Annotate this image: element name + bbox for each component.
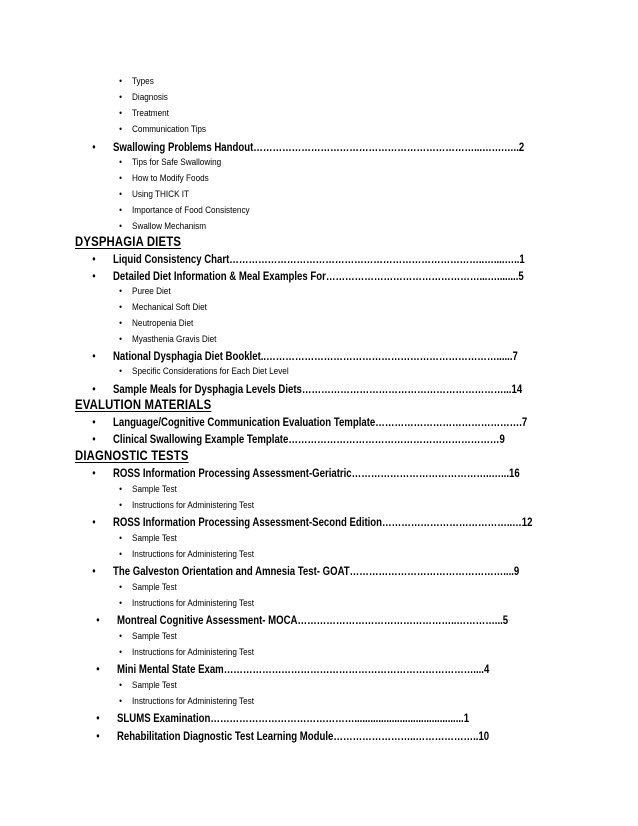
bullet: • bbox=[92, 515, 96, 529]
bullet: • bbox=[92, 140, 96, 154]
subitem-modify-foods: • How to Modify Foods bbox=[119, 173, 209, 184]
toc-entry-ross-geriatric: • ROSS Information Processing Assessment-Geriatric……………………………………..…...16 bbox=[92, 466, 520, 480]
subitem-puree-diet: • Puree Diet bbox=[119, 286, 171, 297]
subitem-treatment: • Treatment bbox=[119, 108, 169, 119]
bullet: • bbox=[119, 680, 122, 691]
subitem-instructions: • Instructions for Administering Test bbox=[119, 500, 255, 511]
subitem-sample-test: • Sample Test bbox=[119, 484, 177, 495]
bullet: • bbox=[92, 466, 96, 480]
toc-entry-detailed-diet: • Detailed Diet Information & Meal Examples For…………………………………………...…........5 bbox=[92, 269, 524, 283]
subitem-sample-test: • Sample Test bbox=[119, 582, 177, 593]
bullet: • bbox=[96, 711, 100, 725]
subitem-thick-it: • Using THICK IT bbox=[119, 189, 190, 200]
bullet: • bbox=[119, 318, 122, 329]
bullet: • bbox=[119, 157, 122, 168]
subitem-diet-level-considerations: • Specific Considerations for Each Diet Level bbox=[119, 366, 289, 377]
bullet: • bbox=[119, 221, 122, 232]
bullet: • bbox=[119, 696, 122, 707]
bullet: • bbox=[119, 484, 122, 495]
toc-entry-moca: • Montreal Cognitive Assessment- MOCA…………………………………………..…………...5 bbox=[96, 613, 509, 627]
section-heading-evaluation: EVALUTION MATERIALS bbox=[75, 397, 212, 412]
subitem-diagnosis: • Diagnosis bbox=[119, 92, 168, 103]
bullet: • bbox=[92, 269, 96, 283]
toc-entry-clinical-swallowing: • Clinical Swallowing Example Template…………………………………………………………9 bbox=[92, 432, 505, 446]
toc-entry-slums: • SLUMS Examination……………………………………….........................................1 bbox=[96, 711, 470, 725]
subitem-instructions: • Instructions for Administering Test bbox=[119, 598, 255, 609]
toc-entry-rehab-module: • Rehabilitation Diagnostic Test Learning Module……………………..………………..10 bbox=[96, 729, 490, 743]
bullet: • bbox=[119, 76, 122, 87]
bullet: • bbox=[119, 334, 122, 345]
subitem-instructions: • Instructions for Administering Test bbox=[119, 549, 255, 560]
subitem-neutropenia: • Neutropenia Diet bbox=[119, 318, 194, 329]
subitem-types: • Types bbox=[119, 76, 154, 87]
bullet: • bbox=[119, 500, 122, 511]
bullet: • bbox=[92, 564, 96, 578]
bullet: • bbox=[119, 302, 122, 313]
subitem-swallow-mechanism: • Swallow Mechanism bbox=[119, 221, 207, 232]
subitem-mechanical-soft: • Mechanical Soft Diet bbox=[119, 302, 207, 313]
bullet: • bbox=[92, 349, 96, 363]
bullet: • bbox=[119, 286, 122, 297]
bullet: • bbox=[119, 124, 122, 135]
subitem-instructions: • Instructions for Administering Test bbox=[119, 696, 255, 707]
bullet: • bbox=[92, 252, 96, 266]
subitem-sample-test: • Sample Test bbox=[119, 631, 177, 642]
subitem-communication-tips: • Communication Tips bbox=[119, 124, 207, 135]
bullet: • bbox=[119, 189, 122, 200]
bullet: • bbox=[119, 549, 122, 560]
toc-entry-language-template: • Language/Cognitive Communication Evaluation Template……………………………………….7 bbox=[92, 415, 528, 429]
toc-entry-liquid-consistency: • Liquid Consistency Chart……………………………………………………………………..…....…..1 bbox=[92, 252, 525, 266]
section-heading-dysphagia-diets: DYSPHAGIA DIETS bbox=[75, 234, 182, 249]
bullet: • bbox=[92, 432, 96, 446]
bullet: • bbox=[92, 382, 96, 396]
toc-entry-national-booklet: • National Dysphagia Diet Booklet..………………………………………………………………......7 bbox=[92, 349, 518, 363]
subitem-instructions: • Instructions for Administering Test bbox=[119, 647, 255, 658]
bullet: • bbox=[119, 108, 122, 119]
subitem-sample-test: • Sample Test bbox=[119, 680, 177, 691]
bullet: • bbox=[96, 729, 100, 743]
bullet: • bbox=[92, 415, 96, 429]
bullet: • bbox=[96, 662, 100, 676]
subitem-safe-swallowing: • Tips for Safe Swallowing bbox=[119, 157, 222, 168]
subitem-food-consistency: • Importance of Food Consistency bbox=[119, 205, 250, 216]
section-heading-diagnostic: DIAGNOSTIC TESTS bbox=[75, 448, 189, 463]
bullet: • bbox=[119, 631, 122, 642]
toc-entry-galveston: • The Galveston Orientation and Amnesia Test- GOAT…………………………………………....9 bbox=[92, 564, 520, 578]
bullet: • bbox=[96, 613, 100, 627]
bullet: • bbox=[119, 582, 122, 593]
bullet: • bbox=[119, 533, 122, 544]
toc-entry-ross-second: • ROSS Information Processing Assessment-Second Edition…………………………………..…12 bbox=[92, 515, 533, 529]
subitem-myasthenia: • Myasthenia Gravis Diet bbox=[119, 334, 217, 345]
bullet: • bbox=[119, 647, 122, 658]
toc-entry-swallowing-handout: • Swallowing Problems Handout……………………………………………………………...…….…..2 bbox=[92, 140, 525, 154]
bullet: • bbox=[119, 92, 122, 103]
bullet: • bbox=[119, 598, 122, 609]
toc-entry-sample-meals: • Sample Meals for Dysphagia Levels Diets………………………………………………………...14 bbox=[92, 382, 523, 396]
bullet: • bbox=[119, 366, 122, 377]
toc-entry-mmse: • Mini Mental State Exam……………………………………………………………………....4 bbox=[96, 662, 490, 676]
bullet: • bbox=[119, 205, 122, 216]
subitem-sample-test: • Sample Test bbox=[119, 533, 177, 544]
bullet: • bbox=[119, 173, 122, 184]
